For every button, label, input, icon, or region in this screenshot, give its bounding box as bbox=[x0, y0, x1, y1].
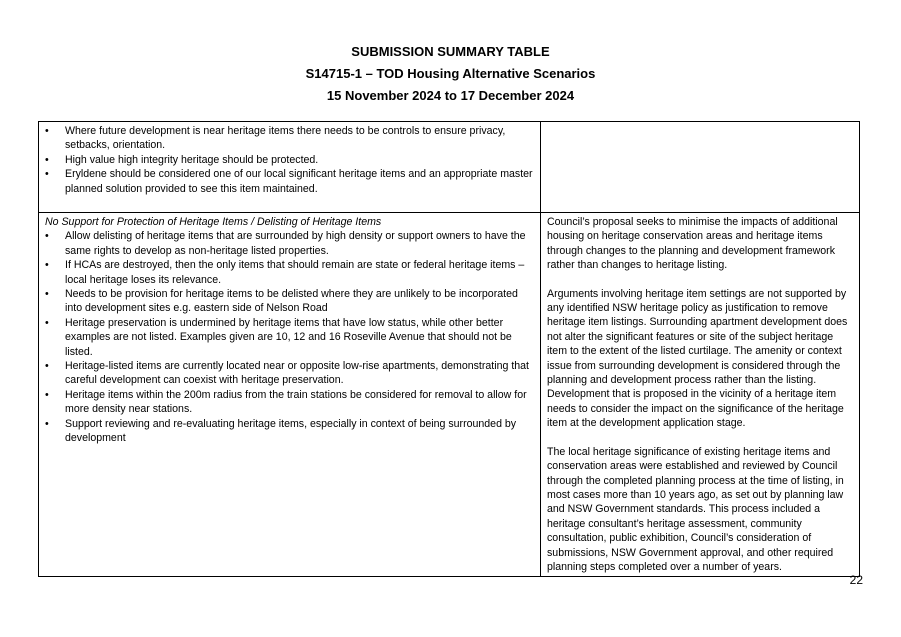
page-number: 22 bbox=[849, 573, 863, 587]
list-item: • Heritage-listed items are currently located near or opposite low-rise apartments, demonstrating that careful development can coexist with heritage preservation. bbox=[45, 359, 534, 388]
response-paragraph: Arguments involving heritage item settings are not supported by any identified NSW heritage policy as justification to remove heritage item listings. Surrounding apartment development does not alter the significant features or site of the subject heritage item to the extent of the listed curtilage. The amenity or context issue from surrounding development is considered through the planning and development process rather than the listing. Development that is proposed in the vicinity of a heritage item needs to consider the impact on the significance of the heritage item at the development application stage. bbox=[547, 287, 848, 430]
list-item: • Where future development is near heritage items there needs to be controls to ensure privacy, setbacks, orientation. bbox=[45, 124, 534, 153]
list-item: • Heritage items within the 200m radius from the train stations be considered for removal to allow for more density near stations. bbox=[45, 388, 534, 417]
table-subtitle: S14715-1 – TOD Housing Alternative Scenarios bbox=[305, 66, 596, 81]
response-paragraph: The local heritage significance of existing heritage items and conservation areas were established and reviewed by Council through the completed planning process at the time of listing, in most cases more than 10 years ago, as set out by planning law and NSW Government standards. This process included a heritage consultant’s heritage assessment, community consultation, public exhibition, Council’s consideration of submissions, NSW Government approval, and other required planning steps completed over a number of years. bbox=[547, 445, 844, 573]
list-item: • Needs to be provision for heritage items to be delisted where they are unlikely to be incorporated into development sites e.g. eastern side of Nelson Road bbox=[45, 287, 534, 316]
list-item: • Support reviewing and re-evaluating heritage items, especially in context of being surrounded by development bbox=[45, 417, 534, 446]
submission-bullet-list bbox=[45, 124, 534, 196]
table-row bbox=[39, 213, 860, 577]
date-range: 15 November 2024 to 17 December 2024 bbox=[326, 88, 575, 103]
submission-summary-table bbox=[38, 121, 860, 577]
list-item: • High value high integrity heritage should be protected. bbox=[45, 153, 534, 167]
submission-cell bbox=[39, 213, 541, 577]
submission-cell bbox=[39, 122, 541, 213]
list-item: • Eryldene should be considered one of our local significant heritage items and an appropriate master planned solution provided to see this item maintained. bbox=[45, 167, 534, 196]
issue-heading: No Support for Protection of Heritage Items / Delisting of Heritage Items bbox=[45, 216, 382, 228]
list-item: • Allow delisting of heritage items that are surrounded by high density or support owners to have the same rights to develop as non-heritage listed properties. bbox=[45, 229, 534, 258]
table-title: SUBMISSION SUMMARY TABLE bbox=[351, 44, 550, 59]
response-paragraph: Council’s proposal seeks to minimise the impacts of additional housing on heritage conservation areas and heritage items through changes to the planning and development framework rather than changes to heritage listing. bbox=[547, 216, 838, 272]
list-item: • Heritage preservation is undermined by heritage items that have low status, while other better examples are not listed. Examples given are 10, 12 and 16 Roseville Avenue that should not be listed. bbox=[45, 316, 534, 359]
council-response-cell bbox=[541, 213, 860, 577]
list-item: • If HCAs are destroyed, then the only items that should remain are state or federal heritage items – local heritage loses its relevance. bbox=[45, 258, 534, 287]
submission-bullet-list bbox=[45, 229, 534, 445]
table-row bbox=[39, 122, 860, 213]
council-response-cell bbox=[541, 122, 860, 213]
